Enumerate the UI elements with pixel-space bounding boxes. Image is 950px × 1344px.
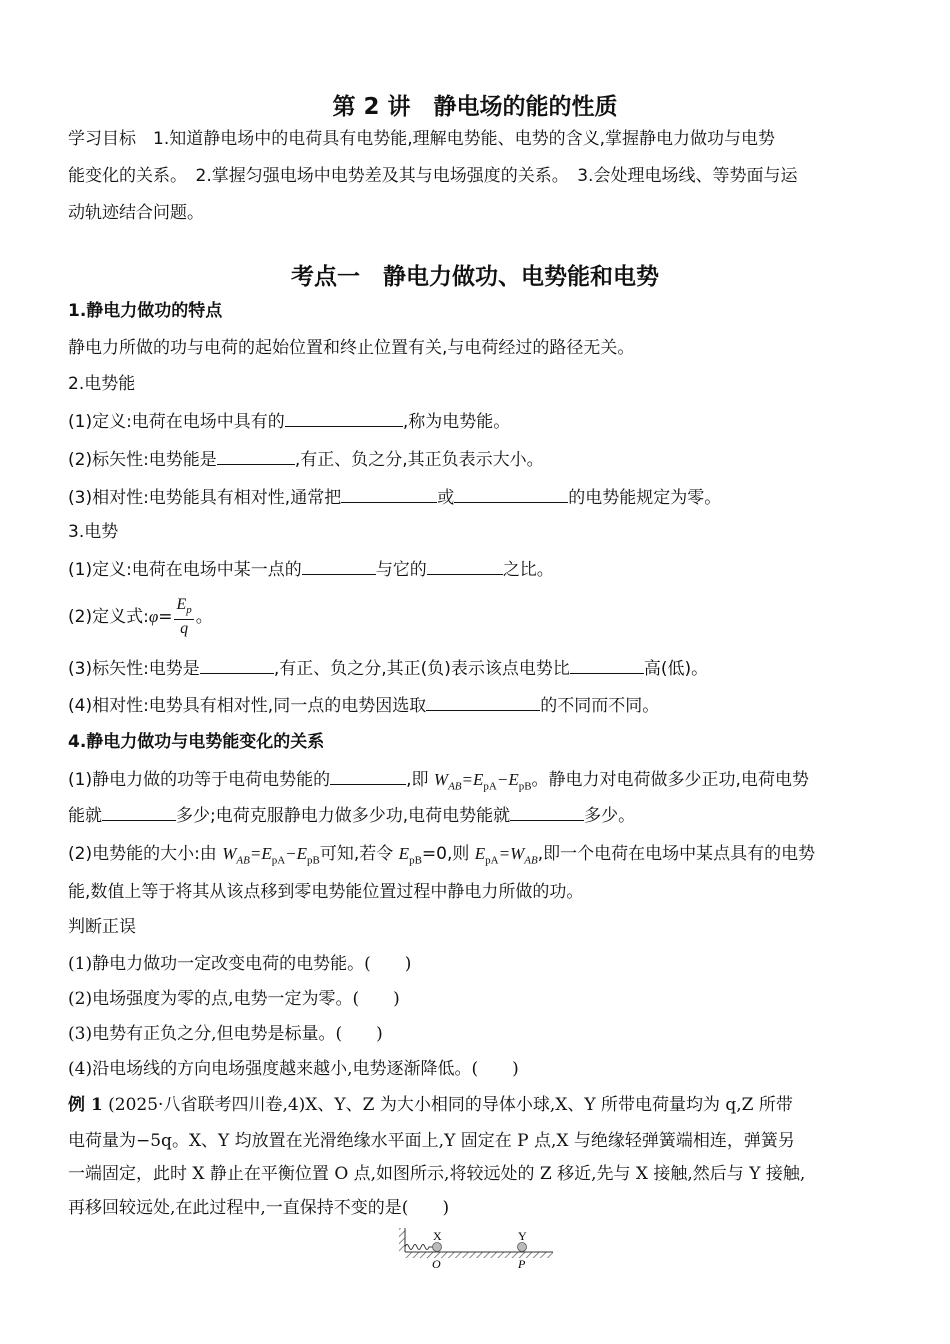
lesson-title: 第 2 讲 静电场的能的性质	[332, 94, 618, 120]
heading-potential: 3.电势	[68, 522, 119, 542]
potential-relativity: (4)相对性:电势具有相对性,同一点的电势因选取 的不同而不同。	[68, 696, 660, 716]
example-line-2: 电荷量为−5q。X、Y 均放置在光滑绝缘水平面上,Y 固定在 P 点,X 与绝缘轻弹簧端相连，弹簧另	[68, 1131, 795, 1151]
fill-blank[interactable]	[341, 486, 437, 503]
heading-work-features: 1.静电力做功的特点	[68, 301, 223, 321]
label-o: O	[432, 1257, 441, 1270]
fill-blank[interactable]	[285, 410, 403, 427]
section-title: 考点一 静电力做功、电势能和电势	[291, 264, 659, 290]
learning-goals-line-1: 学习目标 1.知道静电场中的电荷具有电势能,理解电势能、电势的含义,掌握静电力做功与电势	[68, 129, 776, 149]
judge-item: (3)电势有正负之分,但电势是标量。( )	[68, 1024, 383, 1044]
potential-energy-relativity: (3)相对性:电势能具有相对性,通常把 或 的电势能规定为零。	[68, 488, 722, 508]
fill-blank[interactable]	[330, 768, 406, 785]
ball-y	[518, 1243, 527, 1252]
fill-blank[interactable]	[200, 657, 274, 674]
example-label: 例 1	[68, 1095, 103, 1115]
work-energy-relation-2: (2)电势能的大小:由 $W_{AB}=E_{pA}-E_{pB}$可知,若令 $E_{pB}=0$,则 $E_{pA}=W_{AB}$,即一个电荷在电场中某点具有的电势	[68, 844, 816, 867]
example-line-1: 例 1 (2025·八省联考四川卷,4)X、Y、Z 为大小相同的导体小球,X、Y 所带电荷量均为 q,Z 所带	[68, 1095, 793, 1115]
fill-blank[interactable]	[570, 657, 644, 674]
heading-potential-energy: 2.电势能	[68, 374, 136, 394]
label-p: P	[518, 1257, 526, 1270]
judge-item: (4)沿电场线的方向电场强度越来越小,电势逐渐降低。( )	[68, 1059, 519, 1079]
potential-formula: (2)定义式:φ= $\frac{E_p}{q}$ 。	[68, 595, 213, 638]
example-line-3: 一端固定，此时 X 静止在平衡位置 O 点,如图所示,将较远处的 Z 移近,先与 X 接触,然后与 Y 接触,	[68, 1164, 806, 1184]
potential-energy-vector-property: (2)标矢性:电势能是 ,有正、负之分,其正负表示大小。	[68, 450, 544, 470]
fill-blank[interactable]	[427, 558, 503, 575]
fill-blank[interactable]	[454, 486, 568, 503]
fill-blank[interactable]	[102, 804, 176, 821]
heading-work-energy-relation: 4.静电力做功与电势能变化的关系	[68, 732, 325, 752]
spring	[405, 1245, 433, 1250]
label-y: Y	[518, 1229, 527, 1243]
example-line-4: 再移回较远处,在此过程中,一直保持不变的是( )	[68, 1198, 450, 1218]
potential-vector-property: (3)标矢性:电势是 ,有正、负之分,其正(负)表示该点电势比 高(低)。	[68, 659, 709, 679]
fill-blank[interactable]	[302, 558, 376, 575]
learning-goals-line-2: 能变化的关系。 2.掌握匀强电场中电势差及其与电场强度的关系。 3.会处理电场线、等势面与运	[68, 166, 798, 186]
potential-definition: (1)定义:电荷在电场中某一点的 与它的 之比。	[68, 560, 554, 580]
heading-true-false: 判断正误	[68, 917, 136, 937]
work-energy-relation-1-cont: 能就 多少;电荷克服静电力做多少功,电荷电势能就 多少。	[68, 806, 636, 826]
judge-item: (1)静电力做功一定改变电荷的电势能。( )	[68, 954, 412, 974]
label-x: X	[433, 1229, 442, 1243]
judge-item: (2)电场强度为零的点,电势一定为零。( )	[68, 989, 400, 1009]
work-energy-relation-1: (1)静电力做的功等于电荷电势能的 ,即 $W_{AB}=E_{pA}-E_{pB}$。静电力对电荷做多少正功,电荷电势	[68, 770, 809, 793]
potential-energy-definition: (1)定义:电荷在电场中具有的 ,称为电势能。	[68, 412, 511, 432]
spring-ball-diagram	[395, 1226, 560, 1270]
work-features-text: 静电力所做的功与电荷的起始位置和终止位置有关,与电荷经过的路径无关。	[68, 338, 635, 358]
fill-blank[interactable]	[510, 804, 584, 821]
fill-blank[interactable]	[217, 448, 295, 465]
ball-x	[433, 1243, 442, 1252]
learning-goals-line-3: 动轨迹结合问题。	[68, 203, 204, 223]
fill-blank[interactable]	[426, 694, 540, 711]
ground-surface	[405, 1252, 553, 1258]
formula-fraction: $\frac{E_p}{q}$	[176, 595, 192, 638]
wall	[399, 1228, 405, 1252]
work-energy-relation-2-cont: 能,数值上等于将其从该点移到零电势能位置过程中静电力所做的功。	[68, 882, 584, 902]
